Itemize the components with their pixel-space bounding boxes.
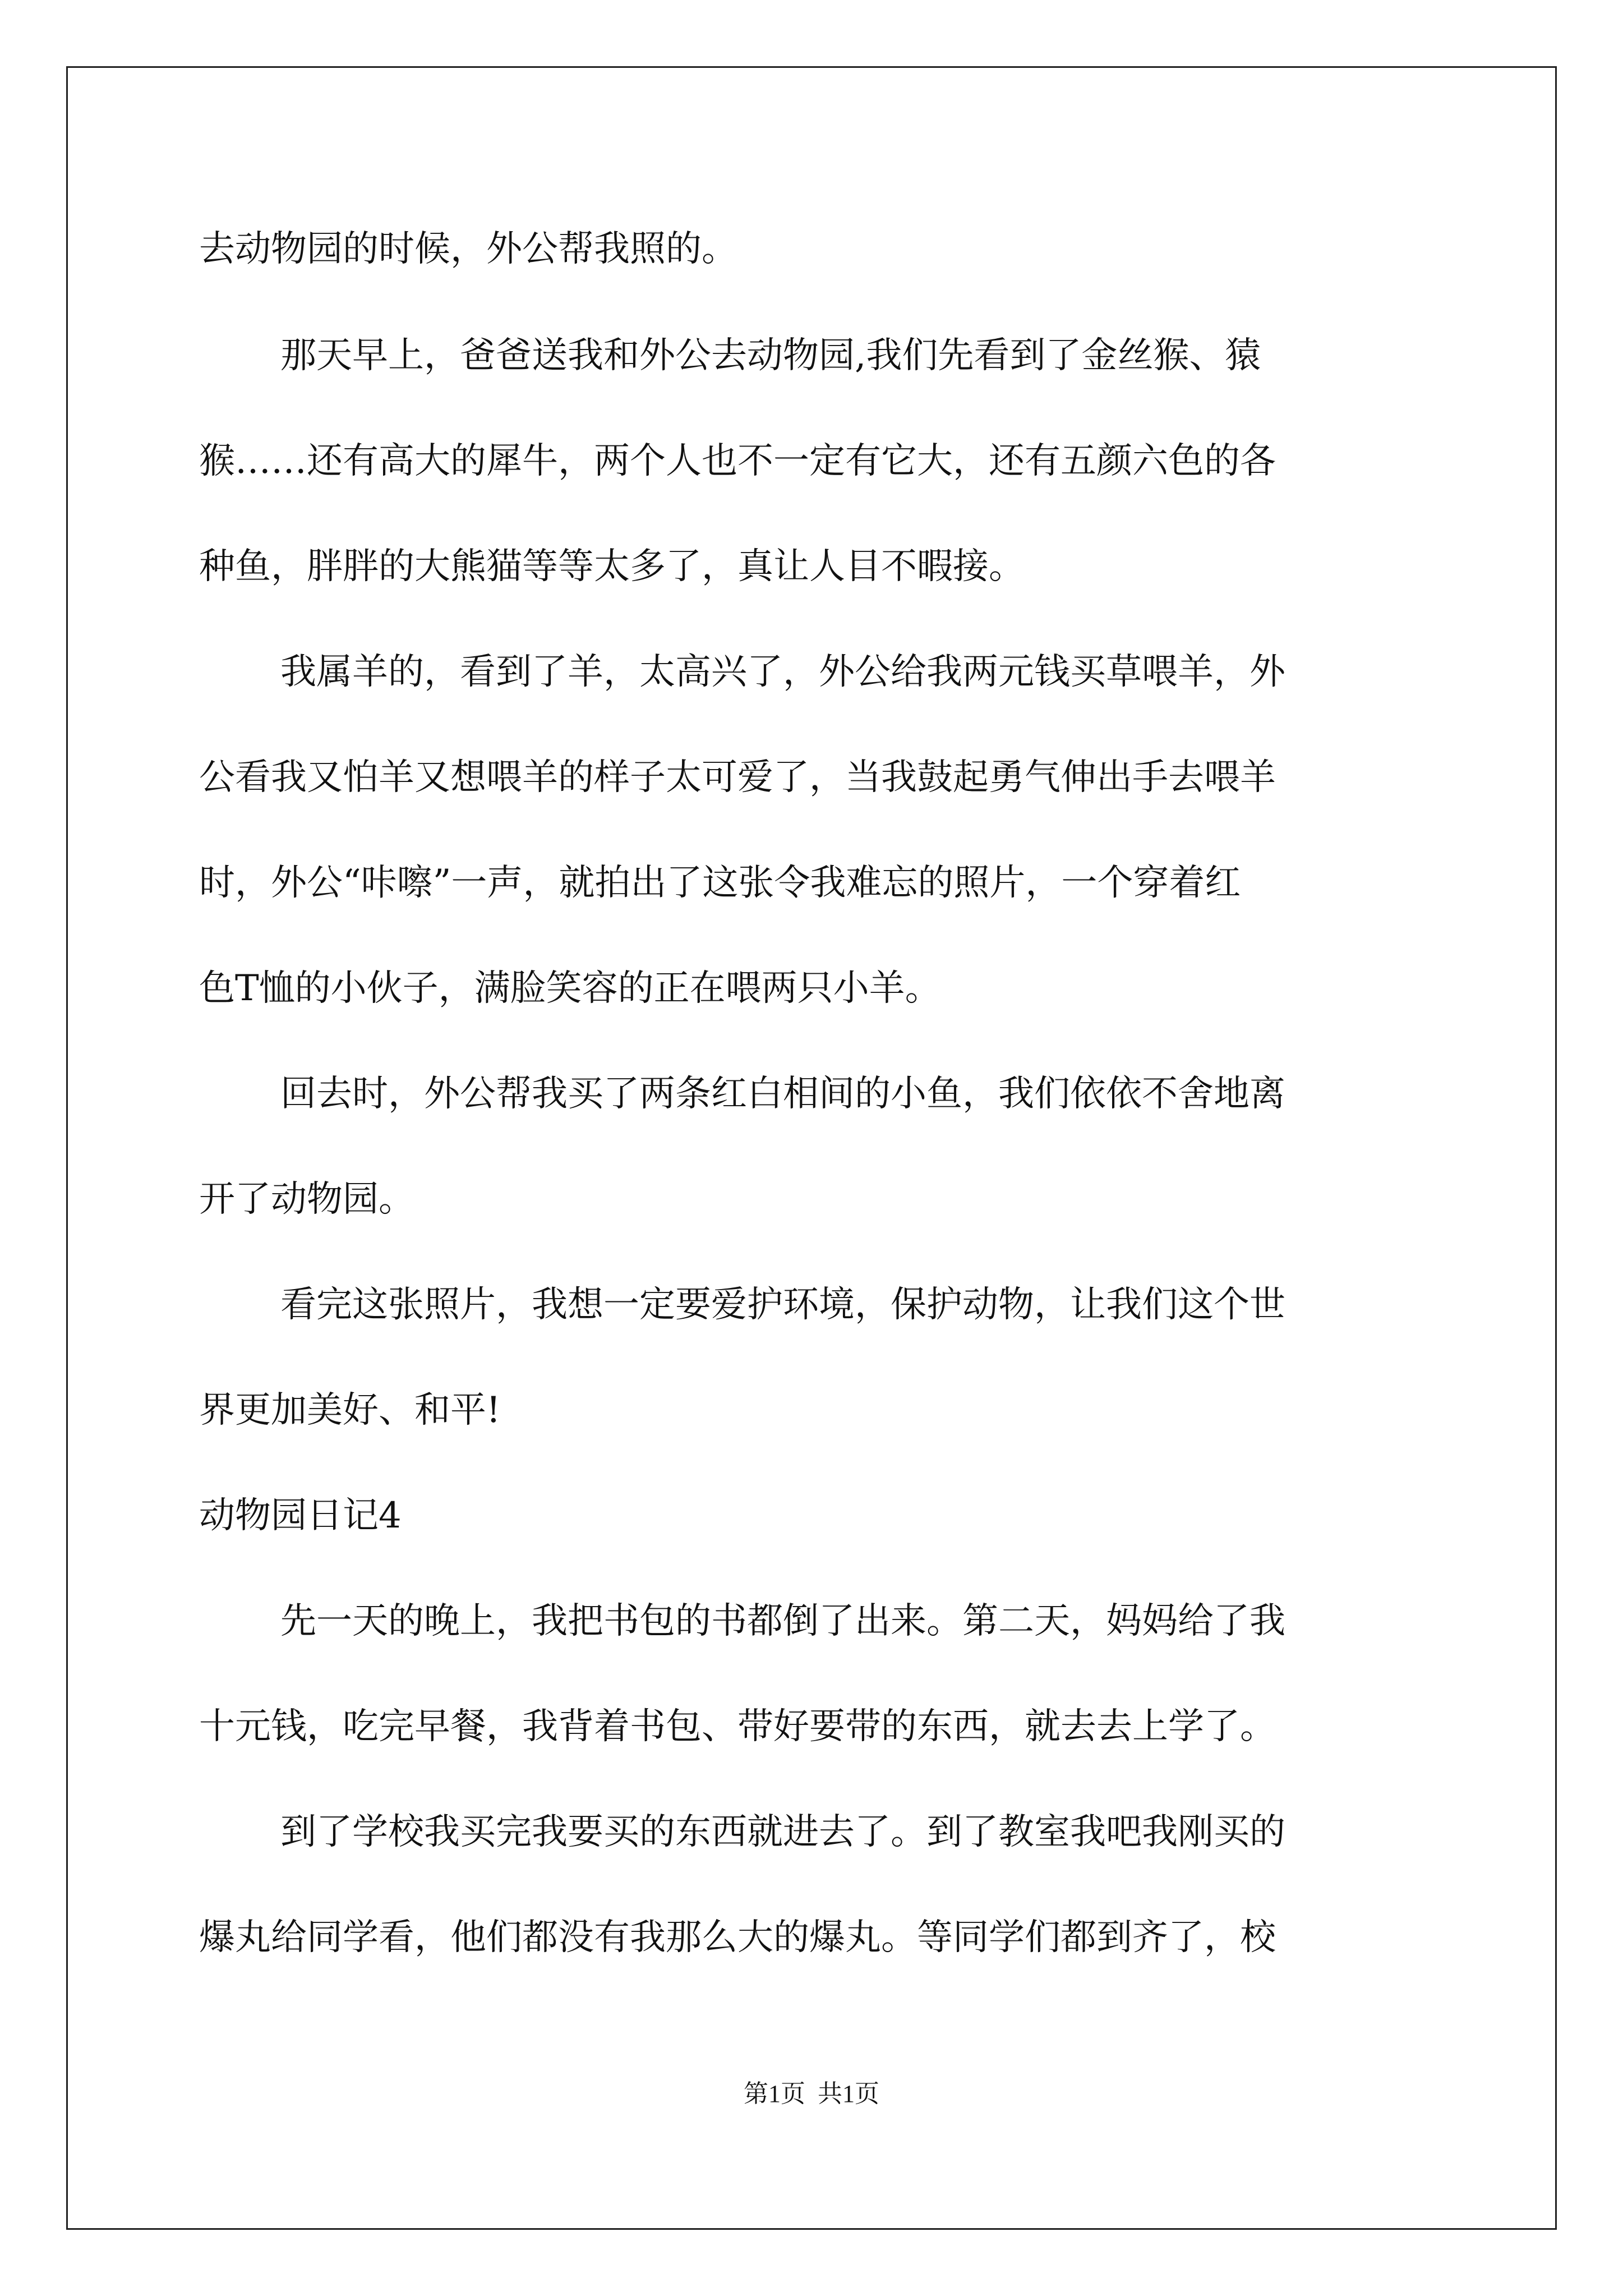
text-line: 十元钱，吃完早餐，我背着书包、带好要带的东西，就去去上学了。 — [199, 1706, 1276, 1747]
text-line: 色T恤的小伙子，满脸笑容的正在喂两只小羊。 — [199, 968, 941, 1009]
text-line: 公看我又怕羊又想喂羊的样子太可爱了，当我鼓起勇气伸出手去喂羊 — [199, 757, 1276, 798]
text-line: 时，外公“咔嚓”一声，就拍出了这张令我难忘的照片，一个穿着红 — [199, 862, 1241, 904]
paragraph-first-line: 先一天的晚上，我把书包的书都倒了出来。第二天，妈妈给了我 — [280, 1600, 1285, 1642]
text-line: 界更加美好、和平! — [199, 1389, 501, 1431]
paragraph-first-line: 那天早上，爸爸送我和外公去动物园,我们先看到了金丝猴、猿 — [280, 335, 1261, 376]
paragraph-first-line: 看完这张照片，我想一定要爱护环境，保护动物，让我们这个世 — [280, 1284, 1285, 1326]
text-line: 种鱼，胖胖的大熊猫等等太多了，真让人目不暇接。 — [199, 546, 1025, 587]
paragraph-first-line: 到了学校我买完我要买的东西就进去了。到了教室我吧我刚买的 — [280, 1811, 1285, 1853]
page-border — [66, 66, 1557, 2230]
text-line: 去动物园的时候，外公帮我照的。 — [199, 228, 737, 270]
page-footer: 第1页 共1页 — [744, 2080, 879, 2108]
text-line: 猴……还有高大的犀牛，两个人也不一定有它大，还有五颜六色的各 — [199, 440, 1276, 482]
text-line: 开了动物园。 — [199, 1179, 414, 1220]
paragraph-first-line: 回去时，外公帮我买了两条红白相间的小鱼，我们依依不舍地离 — [280, 1073, 1285, 1115]
section-heading: 动物园日记4 — [199, 1495, 402, 1536]
paragraph-first-line: 我属羊的，看到了羊，太高兴了，外公给我两元钱买草喂羊，外 — [280, 651, 1285, 693]
text-line: 爆丸给同学看，他们都没有我那么大的爆丸。等同学们都到齐了，校 — [199, 1917, 1276, 1958]
